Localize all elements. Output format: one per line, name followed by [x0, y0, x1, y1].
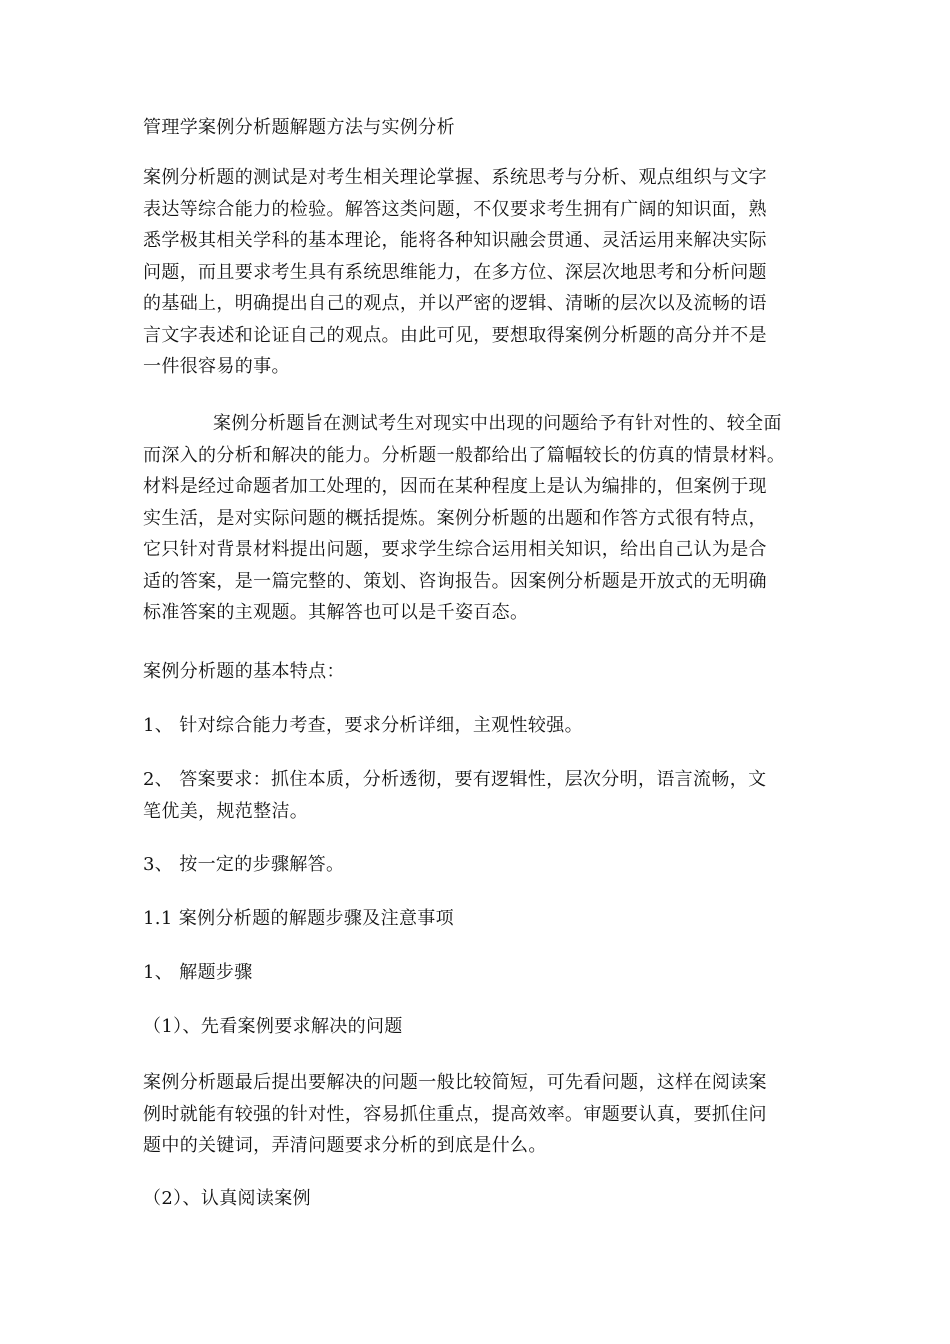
- paragraph-purpose: [143, 408, 811, 629]
- feature-item-2: [143, 764, 811, 827]
- paragraph-line: 案例分析题最后提出要解决的问题一般比较简短，可先看问题，这样在阅读案: [143, 1072, 767, 1093]
- feature-item-1: [143, 710, 811, 742]
- paragraph-line: 例时就能有较强的针对性，容易抓住重点，提高效率。审题要认真，要抓住问: [143, 1103, 767, 1125]
- paragraph-line: 问题，而且要求考生具有系统思维能力，在多方位、深层次地思考和分析问题: [143, 261, 767, 283]
- paragraph-line: [143, 408, 811, 440]
- paragraph-line: 案例分析题的测试是对考生相关理论掌握、系统思考与分析、观点组织与文字: [143, 167, 767, 188]
- paragraph-line: 一件很容易的事。: [143, 356, 290, 377]
- paragraph-line: 表达等综合能力的检验。解答这类问题，不仅要求考生拥有广阔的知识面，熟: [143, 198, 767, 220]
- paragraph-intro: [143, 162, 811, 383]
- title-text: 管理学案例分析题解题方法与实例分析: [143, 117, 455, 138]
- paragraph-line: 的基础上，明确提出自己的观点，并以严密的逻辑、清晰的层次以及流畅的语: [143, 293, 767, 314]
- section-heading: [143, 903, 811, 935]
- heading-text: 案例分析题的基本特点：: [143, 661, 345, 682]
- paragraph-line: 它只针对背景材料提出问题，要求学生综合运用相关知识，给出自己认为是合: [143, 539, 767, 560]
- paragraph-line: 材料是经过命题者加工处理的，因而在某种程度上是认为编排的，但案例于现: [143, 476, 767, 497]
- paragraph-line: 题中的关键词，弄清问题要求分析的到底是什么。: [143, 1135, 547, 1156]
- document-title: [143, 112, 811, 144]
- heading-text: （2）、认真阅读案例: [143, 1188, 311, 1209]
- step-heading: [143, 957, 811, 989]
- heading-text: 1.1 案例分析题的解题步骤及注意事项: [143, 908, 454, 929]
- list-item-text: 笔优美，规范整洁。: [143, 800, 309, 822]
- features-heading: [143, 656, 811, 688]
- substep-body-1: [143, 1067, 811, 1162]
- paragraph-line: 言文字表述和论证自己的观点。由此可见，要想取得案例分析题的高分并不是: [143, 324, 767, 346]
- substep-heading-1: [143, 1011, 811, 1043]
- heading-text: （1）、先看案例要求解决的问题: [143, 1016, 403, 1037]
- paragraph-line-text: 案例分析题旨在测试考生对现实中出现的问题给予有针对性的、较全面: [213, 413, 782, 434]
- substep-heading-2: [143, 1183, 811, 1215]
- heading-text: 1、 解题步骤: [143, 962, 253, 983]
- list-item-text: 2、 答案要求：抓住本质，分析透彻，要有逻辑性，层次分明，语言流畅，文: [143, 769, 767, 790]
- paragraph-line: 实生活，是对实际问题的概括提炼。案例分析题的出题和作答方式很有特点，: [143, 507, 767, 529]
- feature-item-3: [143, 849, 811, 881]
- paragraph-line: 悉学极其相关学科的基本理论，能将各种知识融会贯通、灵活运用来解决实际: [143, 230, 767, 251]
- list-item-text: 3、 按一定的步骤解答。: [143, 854, 345, 875]
- paragraph-line: 适的答案，是一篇完整的、策划、咨询报告。因案例分析题是开放式的无明确: [143, 570, 767, 592]
- list-item-text: 1、 针对综合能力考查，要求分析详细，主观性较强。: [143, 715, 583, 736]
- paragraph-line: 标准答案的主观题。其解答也可以是千姿百态。: [143, 602, 529, 623]
- paragraph-line: 而深入的分析和解决的能力。分析题一般都给出了篇幅较长的仿真的情景材料。: [143, 444, 786, 466]
